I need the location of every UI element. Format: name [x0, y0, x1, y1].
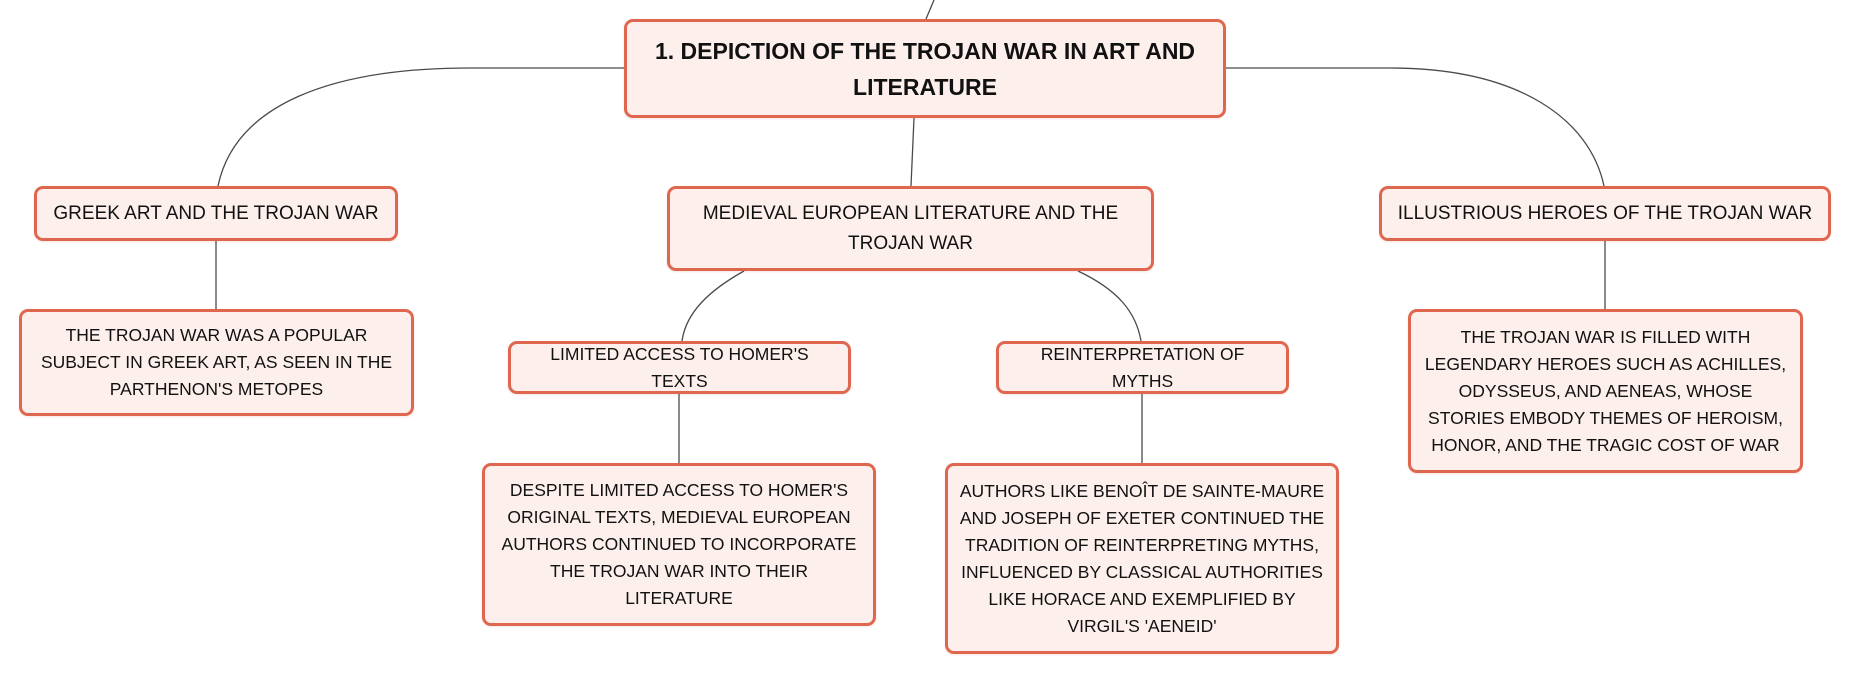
heroes-detail-text: THE TROJAN WAR IS FILLED WITH LEGENDARY HEROES SUCH AS ACHILLES, ODYSSEUS, AND AENEAS, WHOSE STORIES EMBODY THEMES OF HEROISM, HONOR, AND THE TRAGIC COST OF WAR [1424, 326, 1787, 455]
greek-art-detail-text: THE TROJAN WAR WAS A POPULAR SUBJECT IN GREEK ART, AS SEEN IN THE PARTHENON'S METOPES [40, 325, 393, 399]
reinterpretation-detail-node[interactable] [945, 463, 1339, 654]
greek-art-topic-label: GREEK ART AND THE TROJAN WAR [53, 202, 379, 224]
connector-medieval-reinterp [1078, 271, 1141, 341]
greek-art-detail-node[interactable] [19, 309, 414, 416]
heroes-detail-node[interactable] [1408, 309, 1803, 473]
medieval-literature-topic-label: MEDIEVAL EUROPEAN LITERATURE AND THE TROJAN WAR [702, 202, 1119, 254]
connector-root-heroes [1226, 68, 1604, 186]
reinterpretation-detail-text: AUTHORS LIKE BENOÎT DE SAINTE-MAURE AND JOSEPH OF EXETER CONTINUED THE TRADITION OF REINTERPRETING MYTHS, INFLUENCED BY CLASSICAL AUTHORITIES LIKE HORACE AND EXEMPLIFIED BY VIRGIL'S 'AENEID' [959, 480, 1325, 636]
medieval-literature-topic-node[interactable] [667, 186, 1154, 271]
limited-access-detail-node[interactable] [482, 463, 876, 626]
connector-root-medieval [911, 118, 914, 186]
limited-access-topic-node[interactable] [508, 341, 851, 394]
root-topic-label: 1. DEPICTION OF THE TROJAN WAR IN ART AND LITERATURE [654, 37, 1196, 100]
root-topic-node[interactable] [624, 19, 1226, 118]
heroes-topic-node[interactable] [1379, 186, 1831, 241]
connector-root-greek-art [218, 68, 624, 186]
reinterpretation-topic-label: REINTERPRETATION OF MYTHS [1040, 343, 1245, 391]
limited-access-topic-label: LIMITED ACCESS TO HOMER'S TEXTS [550, 343, 809, 391]
heroes-topic-label: ILLUSTRIOUS HEROES OF THE TROJAN WAR [1397, 202, 1813, 224]
connector-medieval-limited [682, 271, 744, 341]
reinterpretation-topic-node[interactable] [996, 341, 1289, 394]
limited-access-detail-text: DESPITE LIMITED ACCESS TO HOMER'S ORIGINAL TEXTS, MEDIEVAL EUROPEAN AUTHORS CONTINUED TO INCORPORATE THE TROJAN WAR INTO THEIR LITERATURE [501, 480, 857, 608]
connector-parent-root [926, 0, 934, 19]
greek-art-topic-node[interactable] [34, 186, 398, 241]
